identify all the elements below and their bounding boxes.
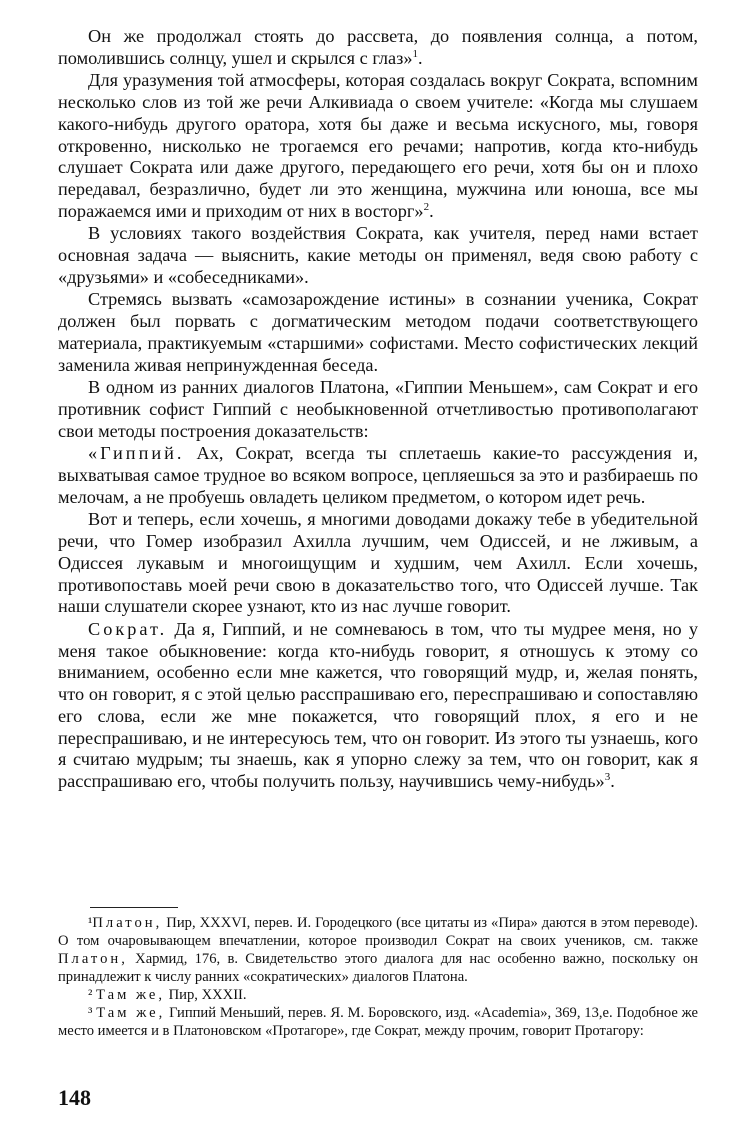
- paragraph: [58, 70, 698, 222]
- footnote-marker: ²: [88, 987, 93, 1003]
- paragraph: Стремясь вызвать «самозарождение истины» в сознании ученика, Сократ должен был порвать с догматическим методом подачи соответствующего материала, практикуемым «старшими» софистами. Место софистических лекций заменила живая непринужденная беседа.: [58, 289, 698, 375]
- footnote: [58, 914, 698, 986]
- punctuation: .: [417, 47, 423, 68]
- footnote-text: Хармид, 176, в. Свидетельство этого диалога для нас особенно важно, поскольку он принадлежит к числу ранних «сократических» диалогов Платона.: [58, 951, 698, 985]
- footnote-ref: 2: [423, 200, 430, 213]
- author-name: Платон,: [92, 915, 163, 931]
- paragraph: В условиях такого воздействия Сократа, как учителя, перед нами встает основная задача — выяснить, какие методы он применял, ведя свою работу с «друзьями» и «собеседниками».: [58, 223, 698, 287]
- footnote-text: Пир, XXXVI, перев. И. Городецкого (все цитаты из «Пира» даются в этом переводе). О том очаровывающем впечатлении, которое производил Сократ на своих учеников, см. также: [58, 915, 698, 949]
- main-text: [58, 26, 698, 793]
- footnote-text: Гиппий Меньший, перев. Я. М. Боровского, изд. «Academia», 369, 13,е. Подобное же место имеется и в Платоновском «Протагоре», где Сократ, между прочим, говорит Протагору:: [58, 1005, 698, 1039]
- author-name: Платон,: [58, 951, 128, 967]
- dialogue-text: Да я, Гиппий, и не сомневаюсь в том, что ты мудрее меня, но у меня такое обыкновение: когда кто-нибудь говорит, я отношусь к этому со вниманием, особенно если мне кажется, что говорящий мудр, и, желая понять, что он говорит, я с этой целью расспрашиваю его, переспрашиваю и сопоставляю его слова, если же мне покажется, что говорящий плох, я его и не переспрашиваю, и не интересуюсь тем, что он говорит. Из этого ты узнаешь, кого я считаю мудрым; ты знаешь, как я упорно слежу за тем, что он говорит, как я расспрашиваю его, чтобы получить пользу, научившись чему-нибудь»: [58, 618, 698, 791]
- footnote-marker: ³: [88, 1005, 93, 1021]
- dialogue-paragraph: [58, 443, 698, 508]
- footnote-text: Пир, XXXII.: [164, 987, 247, 1003]
- paragraph: В одном из ранних диалогов Платона, «Гиппии Меньшем», сам Сократ и его противник софист Гиппий с необыкновенной отчетливостью противополагают свои методы построения доказательств:: [58, 377, 698, 441]
- footnote-ref: 3: [604, 770, 611, 783]
- speaker-name: «Гиппий.: [88, 443, 185, 464]
- paragraph: [58, 26, 698, 69]
- ibid-marker: Там же,: [96, 987, 165, 1003]
- footnote: [58, 1004, 698, 1040]
- paragraph-text: Для уразумения той атмосферы, которая создалась вокруг Сократа, вспомним несколько слов из той же речи Алкивиада о своем учителе: «Когда мы слушаем какого-нибудь другого оратора, хотя бы даже и весьма искусного, мы, говоря откровенно, нисколько не трогаемся его речами; напротив, когда кто-нибудь слушает Сократа или даже другого, передающего его речи, хотя бы он и плохо передавал, безразлично, будет ли это женщина, мужчина или юноша, все мы поражаемся ими и приходим от них в восторг»: [58, 70, 698, 221]
- paragraph-text: Он же продолжал стоять до рассвета, до появления солнца, а потом, помолившись солнцу, ушел и скрылся с глаз»: [58, 26, 698, 68]
- dialogue-paragraph: [58, 619, 698, 793]
- punctuation: .: [429, 200, 434, 221]
- page-number: 148: [58, 1085, 91, 1110]
- footnote-marker: ¹: [88, 915, 93, 931]
- footnote-divider: [90, 907, 178, 908]
- dialogue-text: Ах, Сократ, всегда ты сплетаешь какие-то рассуждения и, выхватывая самое трудное во всяком вопросе, цепляешься за это и разбираешь по мелочам, а не пробуешь овладеть целиком предметом, о котором идет речь.: [58, 443, 698, 507]
- footnote: [58, 986, 698, 1004]
- footnotes: [58, 914, 698, 1040]
- punctuation: .: [610, 770, 615, 791]
- paragraph: Вот и теперь, если хочешь, я многими доводами докажу тебе в убедительной речи, что Гомер изобразил Ахилла лучшим, чем Одиссей, и не лживым, а Одиссея лукавым и многоищущим и худшим, чем Ахилл. Если хочешь, противопоставь моей речи свою в доказательство того, что Одиссей лучше. Так наши слушатели скорее узнают, кто из нас лучше говорит.: [58, 509, 698, 617]
- speaker-name: Сократ.: [88, 618, 168, 639]
- ibid-marker: Там же,: [96, 1005, 166, 1021]
- footnote-ref: 1: [412, 47, 418, 60]
